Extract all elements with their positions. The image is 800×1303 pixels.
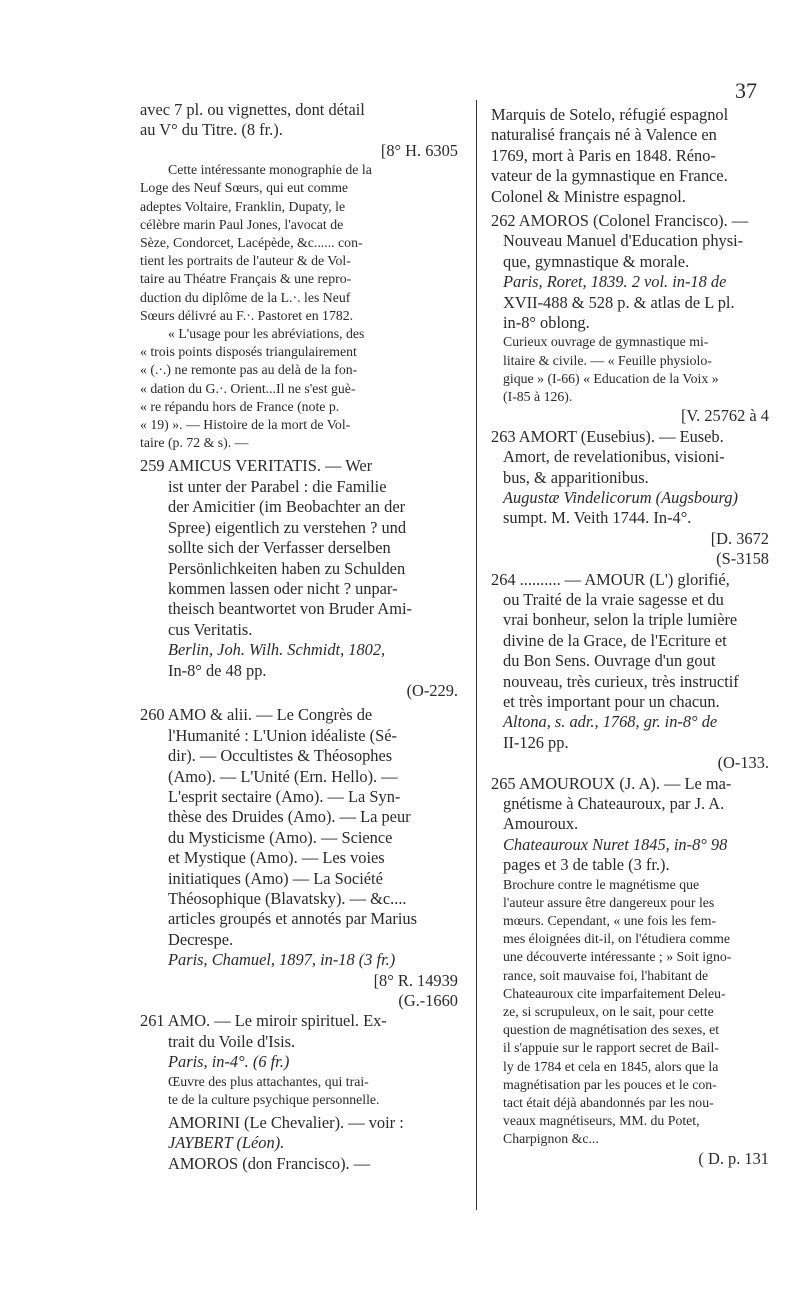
text-line: (O-229.	[406, 680, 458, 700]
text-line: avec 7 pl. ou vignettes, dont détail	[140, 100, 365, 119]
text-line: Decrespe.	[168, 929, 234, 949]
text-line: Cette intéressante monographie de la	[168, 162, 372, 178]
text-line: JAYBERT (Léon).	[168, 1133, 285, 1153]
left-column	[140, 100, 462, 1174]
text-line: magnétisation par les pouces et le con-	[503, 1076, 717, 1092]
text-line: Altona, s. adr., 1768, gr. in-8° de	[503, 712, 718, 732]
text-line: vrai bonheur, selon la triple lumière	[503, 610, 738, 630]
text-line: Augustæ Vindelicorum (Augsbourg)	[503, 487, 738, 507]
text-line: Chateauroux cite imparfaitement Deleu-	[503, 985, 726, 1001]
text-line: articles groupés et annotés par Marius	[168, 909, 417, 929]
page-number: 37	[735, 78, 757, 103]
text-line: L'esprit sectaire (Amo). — La Syn-	[168, 786, 401, 806]
text-line: Amort, de revelationibus, visioni-	[503, 447, 725, 467]
text-line: et très important pour un chacun.	[503, 691, 720, 711]
text-line: mœurs. Cependant, « une fois les fem-	[503, 913, 717, 929]
text-line: naturalisé français né à Valence en	[491, 125, 717, 145]
text-line: ou Traité de la vraie sagesse et du	[503, 589, 724, 609]
text-line: 264 .......... — AMOUR (L') glorifié,	[491, 569, 730, 589]
text-line: XVII-488 & 528 p. & atlas de L pl.	[503, 292, 735, 312]
text-line: bus, & apparitionibus.	[503, 467, 649, 487]
text-line: que, gymnastique & morale.	[503, 251, 690, 271]
text-line: célèbre marin Paul Jones, l'avocat de	[140, 216, 344, 232]
text-line: « 19) ». — Histoire de la mort de Vol-	[140, 417, 351, 433]
text-line: tact était déjà abandonnés par les nou-	[503, 1095, 714, 1111]
text-line: du Mysticisme (Amo). — Science	[168, 827, 393, 847]
text-line: dir). — Occultistes & Théosophes	[168, 746, 393, 766]
text-line: l'auteur assure être dangereux pour les	[503, 894, 715, 910]
text-line: II-126 pp.	[503, 732, 569, 752]
text-line: In-8° de 48 pp.	[168, 660, 267, 680]
text-line: adeptes Voltaire, Franklin, Dupaty, le	[140, 198, 346, 214]
text-line: 263 AMORT (Eusebius). — Euseb.	[491, 426, 724, 446]
text-line: divine de la Grace, de l'Ecriture et	[503, 630, 727, 650]
text-line: Persönlichkeiten haben zu Schulden	[168, 558, 406, 578]
text-line: (I-85 à 126).	[503, 389, 573, 405]
text-line: tient les portraits de l'auteur & de Vol-	[140, 253, 351, 269]
right-column	[491, 105, 773, 1169]
text-line: 259 AMICUS VERITATIS. — Wer	[140, 456, 373, 476]
text-line: te de la culture psychique personnelle.	[168, 1091, 380, 1107]
text-line: Curieux ouvrage de gymnastique mi-	[503, 334, 709, 350]
text-line: taire (p. 72 & s). —	[140, 435, 249, 451]
text-line: Colonel & Ministre espagnol.	[491, 186, 686, 206]
text-line: Spree) eigentlich zu verstehen ? und	[168, 517, 407, 537]
text-line: Charpignon &c...	[503, 1131, 599, 1147]
text-line: ly de 1784 et cela en 1845, alors que la	[503, 1058, 719, 1074]
text-line: Brochure contre le magnétisme que	[503, 876, 700, 892]
text-line: « L'usage pour les abréviations, des	[168, 326, 365, 342]
text-line: Théosophique (Blavatsky). — &c....	[168, 889, 407, 908]
text-line: (S-3158	[716, 549, 769, 569]
text-line: thèse des Druides (Amo). — La peur	[168, 807, 411, 827]
text-line: theisch beantwortet von Bruder Ami-	[168, 599, 412, 619]
text-line: il s'appuie sur le rapport secret de Bail-	[503, 1040, 719, 1056]
text-line: kommen lassen oder nicht ? unpar-	[168, 578, 398, 598]
text-line: gique » (I-66) « Education de la Voix »	[503, 370, 719, 386]
text-line: Paris, Chamuel, 1897, in-18 (3 fr.)	[168, 950, 396, 970]
text-line: AMORINI (Le Chevalier). — voir :	[168, 1113, 404, 1133]
text-line: ( D. p. 131	[698, 1148, 769, 1168]
text-line: et Mystique (Amo). — Les voies	[168, 848, 385, 868]
text-line: der Amicitier (im Beobachter an der	[168, 497, 406, 517]
text-line: 265 AMOUROUX (J. A). — Le ma-	[491, 773, 732, 793]
text-line: initiatiques (Amo) — La Société	[168, 868, 383, 888]
text-line: (O-133.	[717, 753, 769, 773]
text-line: 262 AMOROS (Colonel Francisco). —	[491, 211, 749, 231]
text-line: Berlin, Joh. Wilh. Schmidt, 1802,	[168, 640, 386, 660]
text-line: 260 AMO & alii. — Le Congrès de	[140, 705, 373, 725]
text-line: Amouroux.	[503, 814, 579, 834]
text-line: au V° du Titre. (8 fr.).	[140, 120, 283, 140]
text-line: cus Veritatis.	[168, 619, 253, 639]
text-line: nouveau, très curieux, très instructif	[503, 671, 739, 691]
text-line: (Amo). — L'Unité (Ern. Hello). —	[168, 766, 398, 786]
text-line: Œuvre des plus attachantes, qui trai-	[168, 1073, 369, 1089]
text-line: sollte sich der Verfasser derselben	[168, 538, 391, 558]
text-line: ist unter der Parabel : die Familie	[168, 476, 387, 496]
text-line: Marquis de Sotelo, réfugié espagnol	[491, 105, 729, 124]
text-line: Sœurs délivré au F.·. Pastoret en 1782.	[140, 307, 354, 323]
text-line: [8° H. 6305	[380, 140, 458, 160]
text-line: Paris, Roret, 1839. 2 vol. in-18 de	[503, 272, 727, 292]
text-line: [V. 25762 à 4	[680, 406, 769, 426]
text-line: Loge des Neuf Sœurs, qui eut comme	[140, 180, 349, 196]
text-line: pages et 3 de table (3 fr.).	[503, 855, 670, 875]
text-line: Chateauroux Nuret 1845, in-8° 98	[503, 834, 728, 854]
text-line: mes éloignées dit-il, on l'étudiera comme	[503, 931, 731, 947]
text-line: ze, si scrupuleux, on le sait, pour cette	[503, 1004, 714, 1020]
text-line: « dation du G.·. Orient...Il ne s'est guè-	[140, 380, 356, 396]
text-line: in-8° oblong.	[503, 313, 590, 333]
column-divider	[476, 100, 477, 1210]
text-line: [8° R. 14939	[373, 970, 458, 990]
text-line: trait du Voile d'Isis.	[168, 1031, 296, 1051]
text-line: vateur de la gymnastique en France.	[491, 166, 728, 186]
text-line: 1769, mort à Paris en 1848. Réno-	[491, 145, 716, 165]
text-line: AMOROS (don Francisco). —	[168, 1153, 371, 1173]
text-line: [D. 3672	[710, 528, 769, 548]
text-line: du Bon Sens. Ouvrage d'un gout	[503, 651, 716, 671]
text-line: question de magnétisation des sexes, et	[503, 1022, 720, 1038]
text-line: rance, soit mauvaise foi, l'habitant de	[503, 967, 709, 983]
text-line: sumpt. M. Veith 1744. In-4°.	[503, 508, 692, 528]
text-line: 261 AMO. — Le miroir spirituel. Ex-	[140, 1011, 387, 1031]
text-line: une découverte intéressante ; » Soit igno-	[503, 949, 732, 965]
text-line: « re répandu hors de France (note p.	[140, 398, 340, 414]
text-line: veaux magnétiseurs, MM. du Potet,	[503, 1113, 700, 1129]
text-line: Nouveau Manuel d'Education physi-	[503, 231, 744, 251]
text-line: Paris, in-4°. (6 fr.)	[168, 1052, 290, 1072]
text-line: taire au Théatre Français & une repro-	[140, 271, 352, 287]
text-line: « (.·.) ne remonte pas au delà de la fon-	[140, 362, 358, 378]
text-line: gnétisme à Chateauroux, par J. A.	[503, 794, 725, 813]
text-line: duction du diplôme de la L.·. les Neuf	[140, 289, 351, 305]
text-line: Sèze, Condorcet, Lacépède, &c...... con-	[140, 235, 363, 251]
text-line: l'Humanité : L'Union idéaliste (Sé-	[168, 725, 397, 745]
text-line: « trois points disposés triangulairement	[140, 344, 357, 360]
text-line: litaire & civile. — « Feuille physiolo-	[503, 352, 712, 368]
text-line: (G.-1660	[398, 991, 458, 1011]
